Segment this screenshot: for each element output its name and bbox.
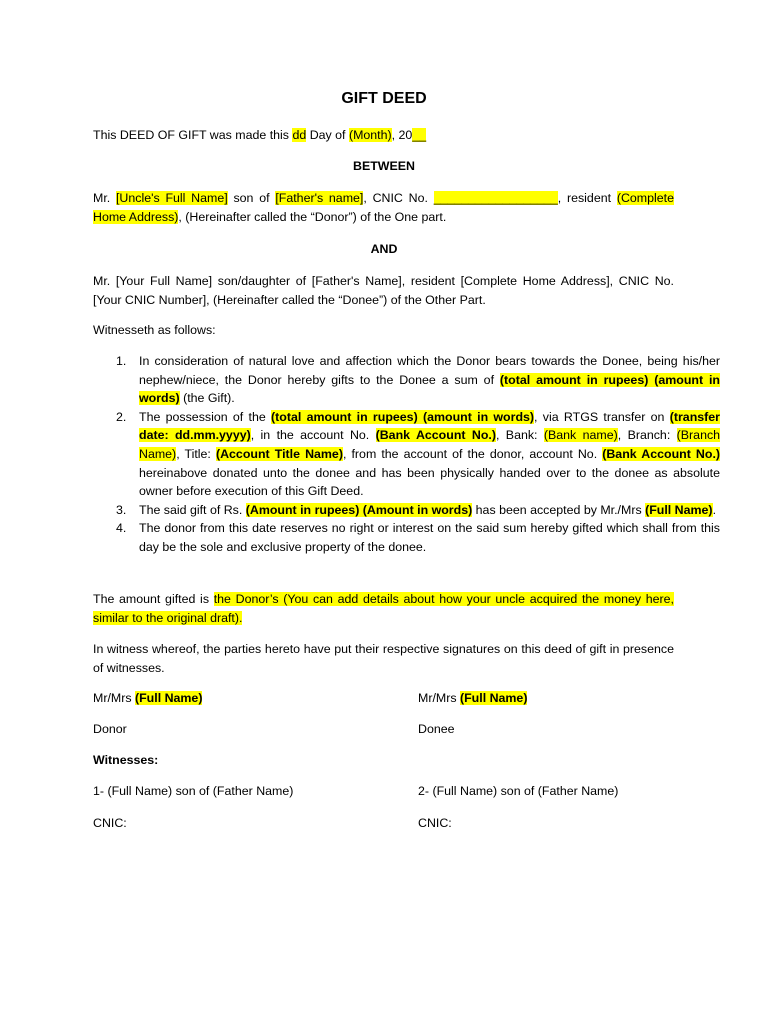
- donor-role: Donor: [93, 722, 127, 736]
- witness-1-cnic: CNIC:: [93, 816, 127, 830]
- witness-1: 1- (Full Name) son of (Father Name): [93, 784, 294, 798]
- father-name-placeholder: [Father's name]: [275, 191, 364, 205]
- donor-signature-name: Mr/Mrs (Full Name): [93, 691, 203, 705]
- document-title: GIFT DEED: [341, 90, 427, 107]
- clause-item: 1. In consideration of natural love and affection which the Donor bears towards the Donee, being his/her nephew/niece, the Donor hereby gifts to the Donee a sum of (total amount in rupees) (amount in words) (the Gift).: [116, 354, 720, 406]
- donee-role: Donee: [418, 722, 455, 736]
- clause-list: [93, 352, 720, 557]
- witness-paragraph: In witness whereof, the parties hereto have put their respective signatures on this deed of gift in presence of witnesses.: [93, 642, 674, 675]
- amount-paragraph: The amount gifted is the Donor’s (You can add details about how your uncle acquired the money here, similar to the original draft).: [93, 592, 674, 625]
- day-placeholder: dd: [292, 128, 307, 142]
- witnesseth-line: Witnesseth as follows:: [93, 323, 216, 337]
- and-heading: AND: [370, 242, 398, 256]
- year-placeholder: __: [412, 128, 427, 142]
- cnic-blank: __________________: [433, 191, 558, 205]
- address-placeholder: (Complete Home Address): [93, 191, 674, 224]
- between-heading: BETWEEN: [353, 159, 415, 173]
- donor-details-placeholder: the Donor’s (You can add details about how your uncle acquired the money here, similar to the original draft).: [93, 592, 674, 625]
- witness-2: 2- (Full Name) son of (Father Name): [418, 784, 619, 798]
- donee-paragraph: Mr. [Your Full Name] son/daughter of [Father's Name], resident [Complete Home Address], CNIC No. [Your CNIC Number], (Hereinafter called the “Donee”) of the Other Part.: [93, 274, 674, 307]
- witnesses-heading: Witnesses:: [93, 753, 159, 767]
- clause-item: 3. The said gift of Rs. (Amount in rupees) (Amount in words) has been accepted by Mr./Mrs (Full Name).: [116, 502, 717, 517]
- month-placeholder: (Month): [348, 128, 392, 142]
- uncle-name-placeholder: [Uncle's Full Name]: [115, 191, 228, 205]
- donee-signature-name: Mr/Mrs (Full Name): [418, 691, 528, 705]
- clause-item: 4. The donor from this date reserves no right or interest on the said sum hereby gifted which shall from this day be the sole and exclusive property of the donee.: [116, 521, 720, 554]
- clause-item: 2. The possession of the (total amount in rupees) (amount in words), via RTGS transfer on (transfer date: dd.mm.yyyy), in the account No. (Bank Account No.), Bank: (Bank name), Branch: (Branch Name), Title: (Account Title Name), from the account of the donor, account No. (Bank Account No.) hereinabove donated unto the donee and has been physically handed over to the donee as absolute owner before execution of this Gift Deed.: [116, 409, 721, 499]
- intro-line: This DEED OF GIFT was made this dd Day of (Month), 20__: [93, 128, 427, 142]
- donor-paragraph: Mr. [Uncle's Full Name] son of [Father's name], CNIC No. __________________, resident (Complete Home Address), (Hereinafter called the “Donor”) of the One part.: [93, 191, 674, 224]
- witness-2-cnic: CNIC:: [418, 816, 452, 830]
